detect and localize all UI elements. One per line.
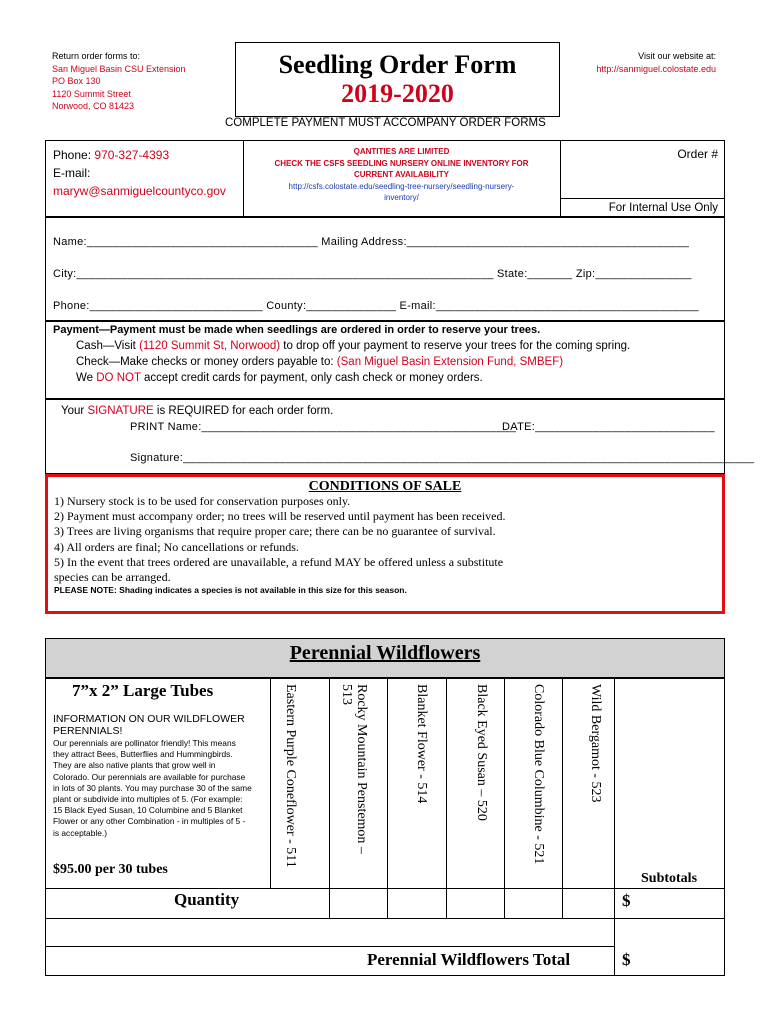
- cash-address: (1120 Summit St, Norwood): [139, 340, 281, 352]
- species-header: Black Eyed Susan – 520: [474, 684, 489, 821]
- form-title: Seedling Order Form: [278, 50, 517, 79]
- payment-credit: [76, 372, 483, 384]
- form-year: 2019-2020: [341, 79, 454, 108]
- total-dollar: $: [622, 950, 631, 969]
- check-payee: (San Miguel Basin Extension Fund, SMBEF): [336, 356, 564, 368]
- signature-word: SIGNATURE: [87, 405, 154, 417]
- email-label: E-mail:: [53, 166, 91, 180]
- shading-note: PLEASE NOTE: Shading indicates a species is not available in this size for this season.: [54, 585, 407, 595]
- size-title: 7”x 2” Large Tubes: [72, 681, 214, 700]
- inventory-notice: [250, 146, 553, 204]
- order-number-label: Order #: [677, 147, 718, 161]
- row-divider: [45, 946, 615, 947]
- column-divider: [329, 678, 330, 918]
- quantity-label: Quantity: [174, 890, 240, 909]
- website-label: Visit our website at:: [638, 51, 716, 61]
- subtotals-label: Subtotals: [641, 871, 698, 886]
- return-address: [52, 50, 186, 113]
- info-heading: INFORMATION ON OUR WILDFLOWER PERENNIALS!: [53, 713, 245, 737]
- credit-not: DO NOT: [96, 372, 141, 384]
- name-address-row[interactable]: Name:____________________________________ Mailing Address:____________________________________________: [53, 236, 690, 248]
- info-text: Our perennials are pollinator friendly! This means they attract Bees, Butterflies and Hummingbirds. They are also native plants that grow well in Colorado. Our perennials are available for purchase in lots of 30 plants. You may purchase 30 of the same plant or subdivide into multiples of 5. (For example: 15 Black Eyed Susan, 10 Columbine and 5 Blanket Flower or any other Combination - in multiples of 5 - is acceptable.): [53, 738, 252, 838]
- divider: [243, 140, 244, 217]
- divider: [560, 198, 725, 199]
- return-label: Return order forms to:: [52, 51, 141, 61]
- return-line: PO Box 130: [52, 76, 101, 86]
- condition-item: species can be arranged.: [54, 570, 171, 585]
- phone-label: Phone:: [53, 148, 92, 162]
- wildflowers-title: Perennial Wildflowers: [289, 642, 481, 664]
- divider: [560, 140, 561, 217]
- signature-text: is REQUIRED for each order form.: [153, 405, 334, 417]
- inventory-line: CHECK THE CSFS SEEDLING NURSERY ONLINE INVENTORY FOR: [274, 158, 529, 168]
- species-header: Blanket Flower - 514: [414, 684, 429, 804]
- return-line: San Miguel Basin CSU Extension: [52, 63, 186, 74]
- credit-text: accept credit cards for payment, only cash check or money orders.: [140, 372, 483, 384]
- condition-item: 4) All orders are final; No cancellations or refunds.: [54, 539, 299, 554]
- website-block: [596, 50, 716, 75]
- column-divider: [387, 678, 388, 918]
- species-header: Colorado Blue Columbine - 521: [531, 684, 546, 865]
- inventory-line: QANTITIES ARE LIMITED: [353, 147, 450, 156]
- return-line: Norwood, CO 81423: [52, 101, 135, 111]
- internal-use-label: For Internal Use Only: [608, 202, 718, 214]
- inventory-line: CURRENT AVAILABILITY: [354, 170, 449, 179]
- print-name-field[interactable]: PRINT Name:_________________________________________________: [130, 421, 517, 433]
- price-label: $95.00 per 30 tubes: [53, 862, 168, 877]
- city-state-zip-row[interactable]: City:_________________________________________________________________ State:_______ Zip:_______________: [53, 268, 692, 280]
- condition-item: 5) In the event that trees ordered are unavailable, a refund MAY be offered unless a substitute: [54, 554, 504, 569]
- payment-notice: COMPLETE PAYMENT MUST ACCOMPANY ORDER FORMS: [225, 117, 546, 129]
- date-field[interactable]: DATE:____________________________: [502, 421, 715, 433]
- inventory-link[interactable]: http://csfs.colostate.edu/seedling-tree-nursery/seedling-nursery-: [288, 181, 515, 191]
- phone-county-email-row[interactable]: Phone:___________________________ County:______________ E-mail:_________________________________________: [53, 300, 699, 312]
- column-divider: [270, 678, 271, 888]
- title-box: [235, 42, 560, 117]
- contact-info: [53, 146, 226, 200]
- column-divider: [614, 678, 615, 976]
- species-header: Rocky Mountain Penstemon – 513: [339, 684, 369, 858]
- column-divider: [446, 678, 447, 918]
- condition-item: 3) Trees are living organisms that require proper care; there can be no guarantee of survival.: [54, 524, 496, 539]
- credit-text: We: [76, 372, 97, 384]
- payment-check: [76, 356, 563, 368]
- return-line: 1120 Summit Street: [52, 88, 131, 99]
- inventory-link[interactable]: inventory/: [384, 193, 419, 202]
- species-header: Eastern Purple Coneflower - 511: [283, 684, 298, 868]
- condition-item: 2) Payment must accompany order; no trees will be reserved until payment has been received.: [54, 509, 506, 524]
- condition-item: 1) Nursery stock is to be used for conservation purposes only.: [54, 494, 351, 508]
- species-header: Wild Bergamot - 523: [588, 684, 603, 803]
- payment-cash: [76, 340, 630, 352]
- payment-heading: Payment—Payment must be made when seedlings are ordered in order to reserve your trees.: [53, 324, 541, 336]
- signature-text: Your: [61, 405, 88, 417]
- email-address[interactable]: maryw@sanmiguelcountyco.gov: [53, 184, 226, 198]
- website-link[interactable]: http://sanmiguel.colostate.edu: [596, 63, 716, 74]
- signature-field[interactable]: Signature:_________________________________________________________________________________________: [130, 452, 755, 464]
- row-divider: [45, 918, 725, 919]
- cash-text: to drop off your payment to reserve your trees for the coming spring.: [280, 340, 631, 352]
- check-text: Check—Make checks or money orders payable to:: [76, 356, 337, 368]
- total-label: Perennial Wildflowers Total: [367, 950, 571, 969]
- conditions-list: [54, 494, 506, 585]
- column-divider: [562, 678, 563, 918]
- column-divider: [504, 678, 505, 918]
- quantity-cell[interactable]: [271, 889, 613, 917]
- subtotal-dollar: $: [622, 891, 631, 910]
- cash-text: Cash—Visit: [76, 340, 140, 352]
- signature-required: [61, 405, 333, 417]
- phone-number: 970-327-4393: [94, 148, 170, 162]
- conditions-title: CONDITIONS OF SALE: [308, 479, 462, 494]
